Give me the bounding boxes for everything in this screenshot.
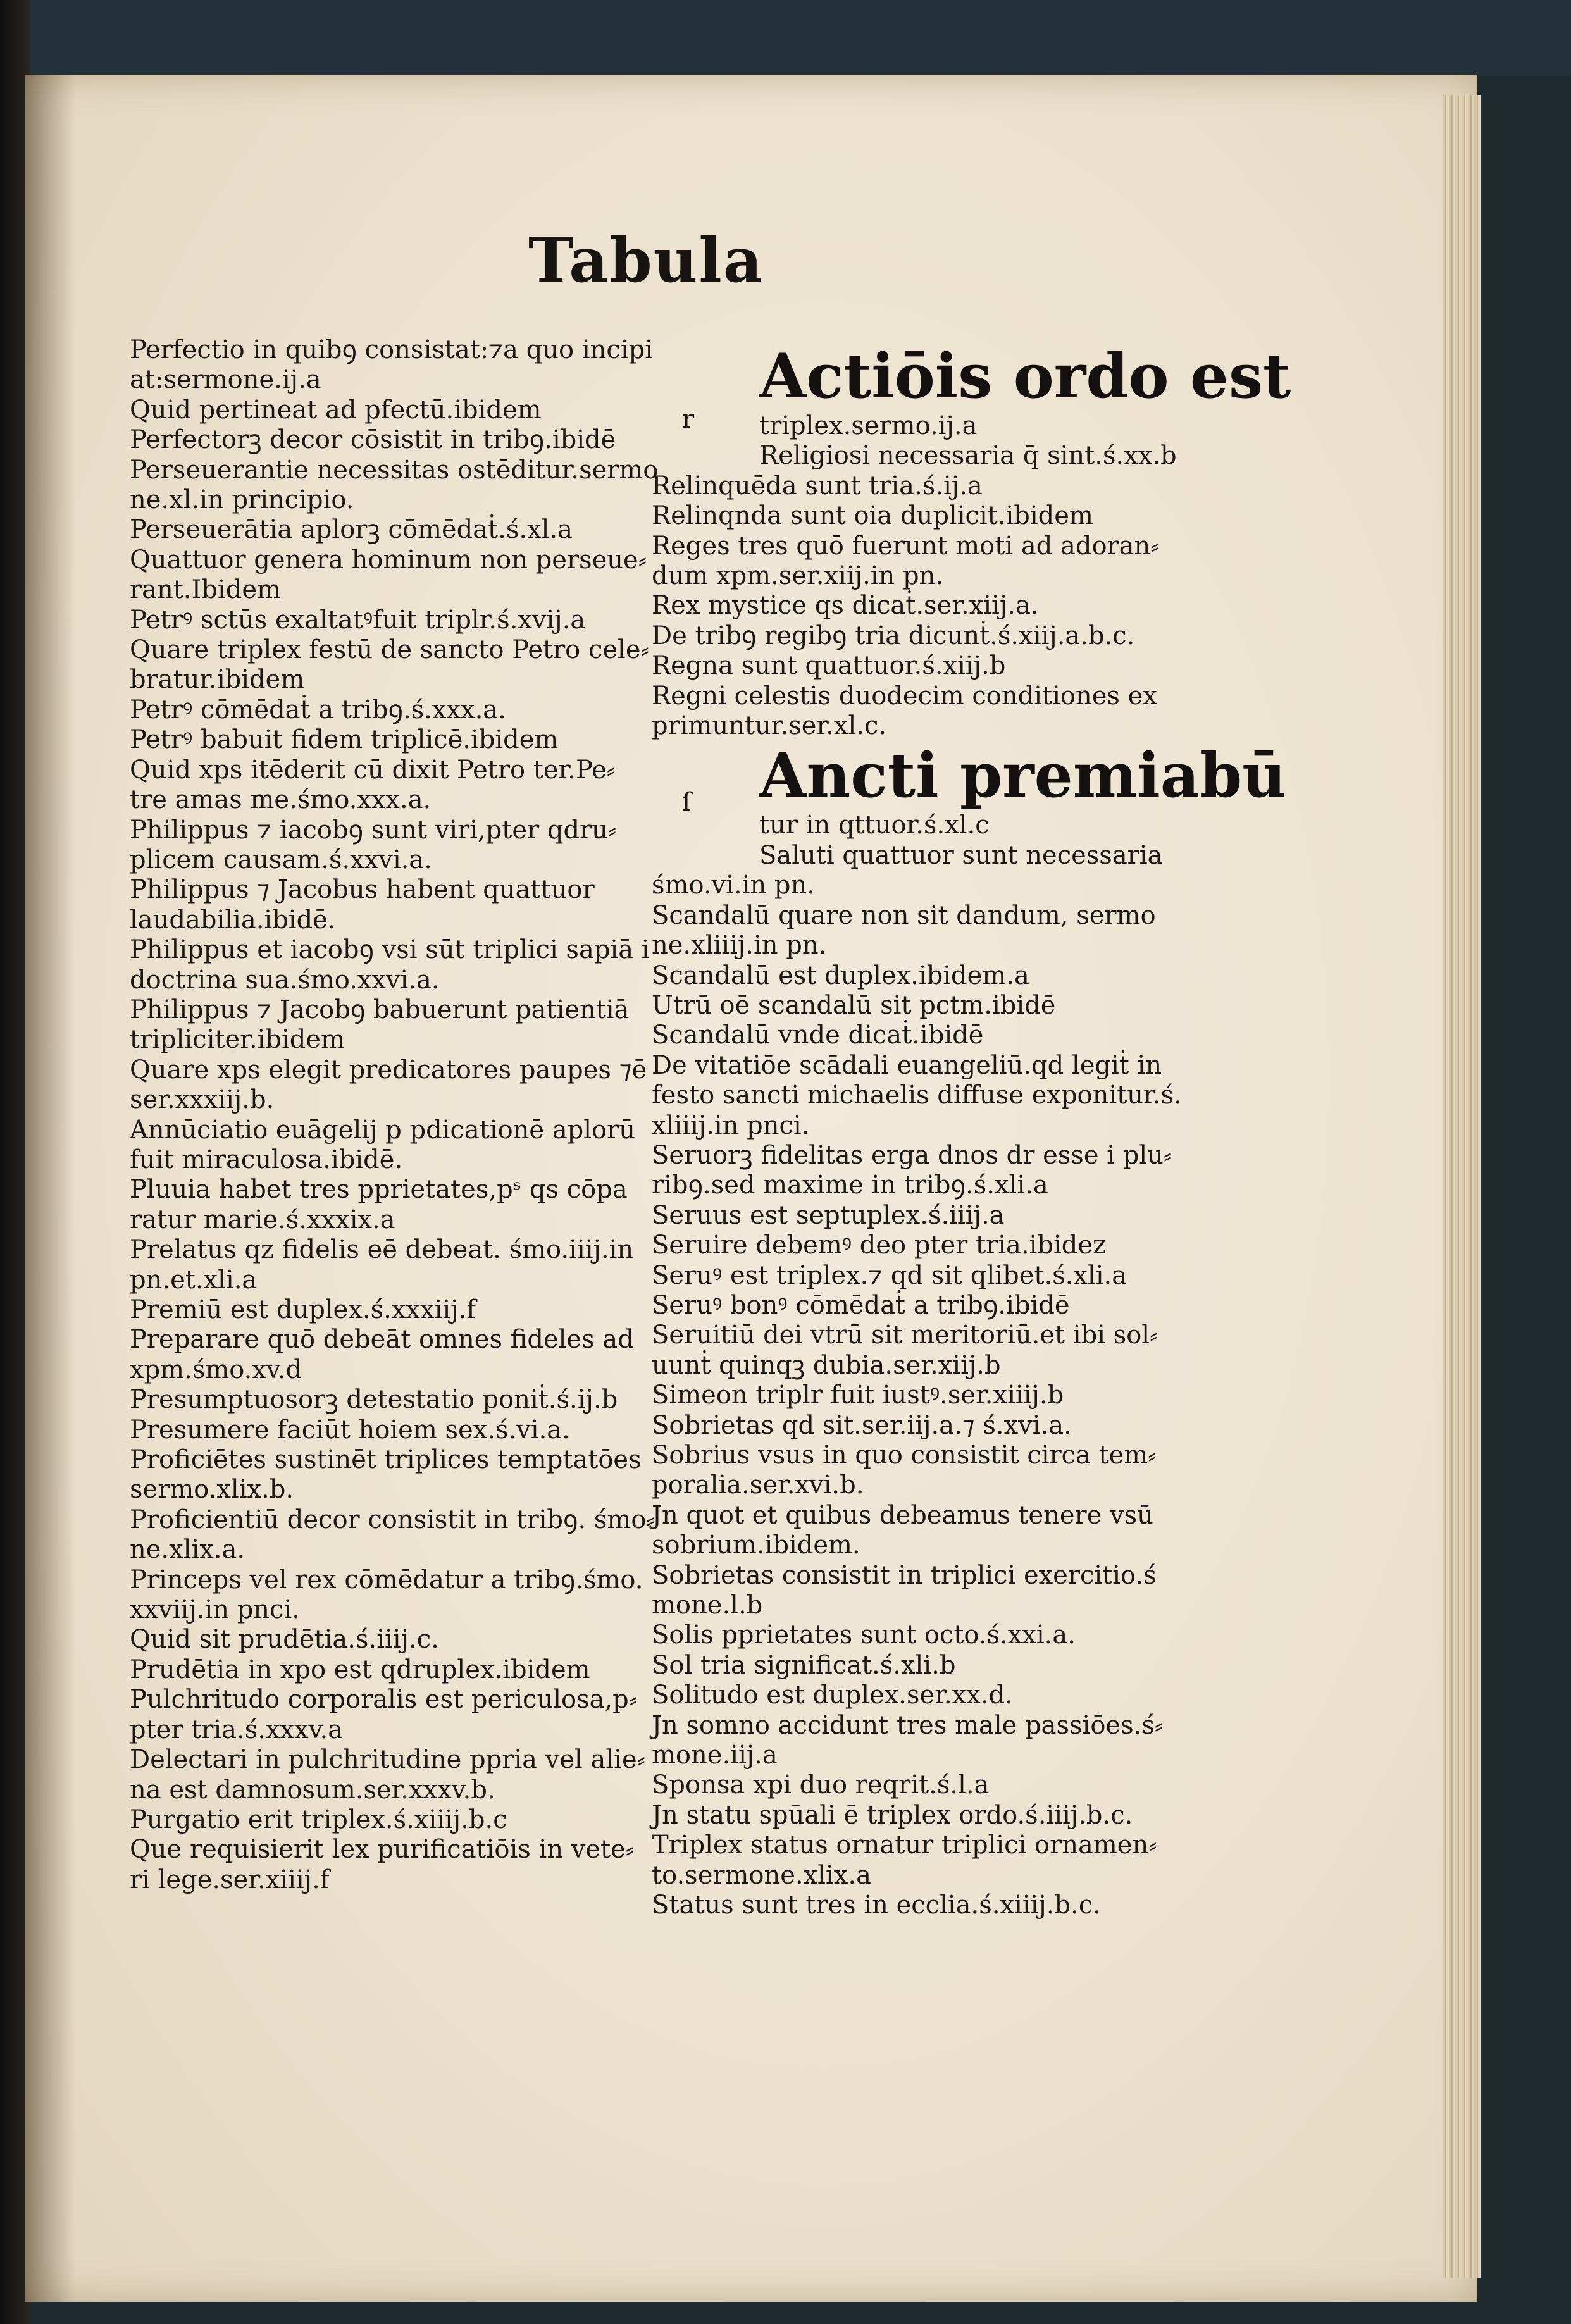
index-entry-line: Regni celestis duodecim conditiones ex xyxy=(652,681,1157,711)
index-entry-line: Petrꝰ babuit fidem triplicē.ibidem xyxy=(130,725,559,755)
index-entry-line: doctrina sua.śmo.xxvi.a. xyxy=(130,965,440,995)
index-entry-line: Relinquēda sunt tria.ś.ij.a xyxy=(652,471,983,500)
index-entry-line: ratur marie.ś.xxxix.a xyxy=(130,1205,395,1234)
index-entry-line: Jn statu spūali ē triplex ordo.ś.iiij.b.c. xyxy=(652,1800,1133,1830)
index-entry-line: Triplex status ornatur triplici ornamen⸗ xyxy=(652,1830,1157,1860)
index-entry-line: Perseuerantie necessitas ostēditur.sermo xyxy=(130,455,659,485)
index-entry-line: Presumere faciūt hoiem sex.ś.vi.a. xyxy=(130,1415,570,1445)
index-entry-line: dum xpm.ser.xiij.in pn. xyxy=(652,561,944,591)
index-entry-line: Scandalū quare non sit dandum, sermo xyxy=(652,900,1156,930)
index-entry-line: De vitatiōe scādali euangeliū.qd legiṫ in xyxy=(652,1050,1162,1080)
index-entry-line: Philippus et iacobꝯ vsi sūt triplici sapiā i xyxy=(130,935,650,965)
index-entry-line: Quare triplex festū de sancto Petro cele⸗ xyxy=(130,635,649,665)
index-entry-line: xliiij.in pnci. xyxy=(652,1110,810,1140)
index-entry-line: Annūciatio euāgelij p pdicationē aplorū xyxy=(130,1115,636,1145)
index-entry-line: Jn somno accidunt tres male passiōes.ś⸗ xyxy=(652,1710,1164,1740)
index-entry-line: Rex mystice qs dicaṫ.ser.xiij.a. xyxy=(652,591,1039,621)
index-entry-line: Regna sunt quattuor.ś.xiij.b xyxy=(652,651,1006,681)
index-entry-line: Sol tria significat.ś.xli.b xyxy=(652,1650,956,1680)
index-entry-line: Proficiētes sustinēt triplices temptatōes xyxy=(130,1445,642,1475)
index-entry-line: Solitudo est duplex.ser.xx.d. xyxy=(652,1681,1013,1710)
index-entry-line: Perseuerātia aplorꝫ cōmēdaṫ.ś.xl.a xyxy=(130,515,573,545)
guide-letter-s: ſ xyxy=(682,788,692,817)
index-entry-line: Utrū oē scandalū sit pctm.ibidē xyxy=(652,990,1056,1020)
index-entry-line: Perfectio in quibꝯ consistat:⁊a quo incipi xyxy=(130,335,654,364)
index-entry-line: xpm.śmo.xv.d xyxy=(130,1355,302,1384)
section-heading-r: Actiōis ordo est xyxy=(759,340,1291,412)
index-entry-line: Philippus ⁊ iacobꝯ sunt viri,pter qdru⸗ xyxy=(130,815,617,845)
index-entry-line: Quare xps elegit predicatores paupes ⁊ē xyxy=(130,1055,647,1084)
index-entry-line: rant.Ibidem xyxy=(130,575,281,605)
index-entry-line: Religiosi necessaria q̄ sint.ś.xx.b xyxy=(759,441,1177,471)
index-entry-line: tre amas me.śmo.xxx.a. xyxy=(130,785,432,815)
index-entry-line: mone.iij.a xyxy=(652,1741,778,1770)
index-entry-line: uunṫ quinqꝫ dubia.ser.xiij.b xyxy=(652,1350,1001,1380)
index-entry-line: Sponsa xpi duo reqrit.ś.l.a xyxy=(652,1770,990,1800)
gutter-shadow xyxy=(25,75,76,2302)
index-entry-line: poralia.ser.xvi.b. xyxy=(652,1470,864,1500)
index-entry-line: Perfectorꝫ decor cōsistit in tribꝯ.ibidē xyxy=(130,425,616,455)
index-entry-line: Reges tres quō fuerunt moti ad adoran⸗ xyxy=(652,531,1159,561)
index-entry-line: Preparare quō debeāt omnes fideles ad xyxy=(130,1325,634,1355)
index-entry-line: ribꝯ.sed maxime in tribꝯ.ś.xli.a xyxy=(652,1171,1048,1200)
index-entry-line: pter tria.ś.xxxv.a xyxy=(130,1715,344,1744)
index-entry-line: Premiū est duplex.ś.xxxiij.f xyxy=(130,1295,476,1324)
index-entry-line: Prelatus qz fidelis eē debeat. śmo.iiij.in xyxy=(130,1235,634,1265)
index-entry-line: Petrꝰ sctūs exaltatꝰfuit triplr.ś.xvij.a xyxy=(130,605,586,635)
index-entry-line: na est damnosum.ser.xxxv.b. xyxy=(130,1775,495,1805)
index-entry-line: Philippus ⁊ Jacobꝯ babuerunt patientiā xyxy=(130,995,630,1024)
index-entry-line: sobrium.ibidem. xyxy=(652,1531,860,1560)
index-entry-line: Jn quot et quibus debeamus tenere vsū xyxy=(652,1500,1153,1530)
index-entry-line: Sobrietas qd sit.ser.iij.a.⁊ ś.xvi.a. xyxy=(652,1410,1072,1440)
index-entry-line: Saluti quattuor sunt necessaria xyxy=(759,840,1163,870)
index-entry-line: Petrꝰ cōmēdaṫ a tribꝯ.ś.xxx.a. xyxy=(130,695,506,724)
index-entry-line: Seruire debemꝰ deo pter tria.ibidez xyxy=(652,1231,1107,1260)
index-entry-line: Solis pprietates sunt octo.ś.xxi.a. xyxy=(652,1620,1076,1650)
index-entry-line: Scandalū est duplex.ibidem.a xyxy=(652,960,1029,990)
index-entry-line: Sobrius vsus in quo consistit circa tem⸗ xyxy=(652,1441,1157,1470)
index-entry-line: tur in qttuor.ś.xl.c xyxy=(759,811,990,840)
index-entry-line: Quid xps itēderit cū dixit Petro ter.Pe⸗ xyxy=(130,755,616,785)
scanner-backdrop xyxy=(0,0,1571,76)
section-r-entries xyxy=(652,411,1177,741)
index-entry-line: Quattuor genera hominum non perseue⸗ xyxy=(130,545,647,575)
index-entry-line: tripliciter.ibidem xyxy=(130,1025,345,1055)
index-entry-line: ser.xxxiij.b. xyxy=(130,1085,275,1115)
index-entry-line: Seruorꝫ fidelitas erga dnos dr esse i plu⸗ xyxy=(652,1140,1172,1170)
left-index-column xyxy=(130,335,659,1895)
index-entry-line: Delectari in pulchritudine ppria vel alie⸗ xyxy=(130,1745,645,1775)
index-entry-line: Scandalū vnde dicaṫ.ibidē xyxy=(652,1021,984,1050)
guide-letter-r: r xyxy=(682,405,695,434)
index-entry-line: ne.xlix.a. xyxy=(130,1535,245,1565)
index-entry-line: Pulchritudo corporalis est periculosa,p⸗ xyxy=(130,1685,638,1715)
index-entry-line: Presumptuosorꝫ detestatio poniṫ.ś.ij.b xyxy=(130,1385,618,1415)
index-entry-line: laudabilia.ibidē. xyxy=(130,905,336,935)
index-entry-line: Status sunt tres in ecclia.ś.xiiij.b.c. xyxy=(652,1891,1101,1920)
page-stack-edges xyxy=(1443,95,1481,2278)
index-entry-line: festo sancti michaelis diffuse exponitur.ś. xyxy=(652,1081,1182,1110)
index-entry-line: Seruus est septuplex.ś.iiij.a xyxy=(652,1200,1005,1230)
page-title: Tabula xyxy=(528,225,764,296)
section-heading-s: Ancti premiabū xyxy=(759,740,1286,812)
index-entry-line: mone.l.b xyxy=(652,1591,763,1620)
index-entry-line: De tribꝯ regibꝯ tria dicunṫ.ś.xiij.a.b.c. xyxy=(652,621,1135,650)
index-entry-line: Relinqnda sunt oia duplicit.ibidem xyxy=(652,501,1093,531)
index-entry-line: Princeps vel rex cōmēdatur a tribꝯ.śmo. xyxy=(130,1565,643,1594)
index-entry-line: ne.xl.in principio. xyxy=(130,485,354,515)
index-entry-line: bratur.ibidem xyxy=(130,665,305,695)
index-entry-line: ri lege.ser.xiiij.f xyxy=(130,1865,330,1894)
index-entry-line: Seruꝰ bonꝰ cōmēdaṫ a tribꝯ.ibidē xyxy=(652,1290,1070,1320)
index-entry-line: pn.et.xli.a xyxy=(130,1265,258,1295)
right-index-column xyxy=(652,340,1291,1921)
index-entry-line: Sobrietas consistit in triplici exercitio.ś xyxy=(652,1560,1157,1590)
index-entry-line: primuntur.ser.xl.c. xyxy=(652,711,887,741)
index-entry-line: Quid pertineat ad pfectū.ibidem xyxy=(130,395,542,425)
section-s-entries xyxy=(652,811,1182,1920)
index-entry-line: triplex.sermo.ij.a xyxy=(759,411,978,440)
index-entry-line: fuit miraculosa.ibidē. xyxy=(130,1145,403,1174)
index-entry-line: Seruꝰ est triplex.⁊ qd sit qlibet.ś.xli.a xyxy=(652,1260,1127,1290)
index-entry-line: plicem causam.ś.xxvi.a. xyxy=(130,845,432,874)
index-entry-line: Que requisierit lex purificatiōis in vete⸗ xyxy=(130,1835,635,1865)
index-entry-line: Purgatio erit triplex.ś.xiiij.b.c xyxy=(130,1805,507,1834)
index-entry-line: Simeon triplr fuit iustꝰ.ser.xiiij.b xyxy=(652,1381,1064,1410)
index-entry-line: sermo.xlix.b. xyxy=(130,1475,294,1505)
index-entry-line: Prudētia in xpo est qdruplex.ibidem xyxy=(130,1655,590,1684)
index-entry-line: Pluuia habet tres pprietates,pˢ qs cōpa xyxy=(130,1175,628,1205)
index-entry-line: at:sermone.ij.a xyxy=(130,365,321,395)
index-entry-line: ne.xliiij.in pn. xyxy=(652,931,827,960)
index-entry-line: Quid sit prudētia.ś.iiij.c. xyxy=(130,1625,439,1655)
index-entry-line: Seruitiū dei vtrū sit meritoriū.et ibi sol⸗ xyxy=(652,1320,1158,1350)
index-entry-line: to.sermone.xlix.a xyxy=(652,1860,871,1890)
index-entry-line: xxviij.in pnci. xyxy=(130,1595,300,1625)
index-entry-line: śmo.vi.in pn. xyxy=(652,871,816,900)
index-entry-line: Philippus ⁊ Jacobus habent quattuor xyxy=(130,875,595,905)
index-entry-line: Proficientiū decor consistit in tribꝯ. śmo⸗ xyxy=(130,1505,655,1534)
